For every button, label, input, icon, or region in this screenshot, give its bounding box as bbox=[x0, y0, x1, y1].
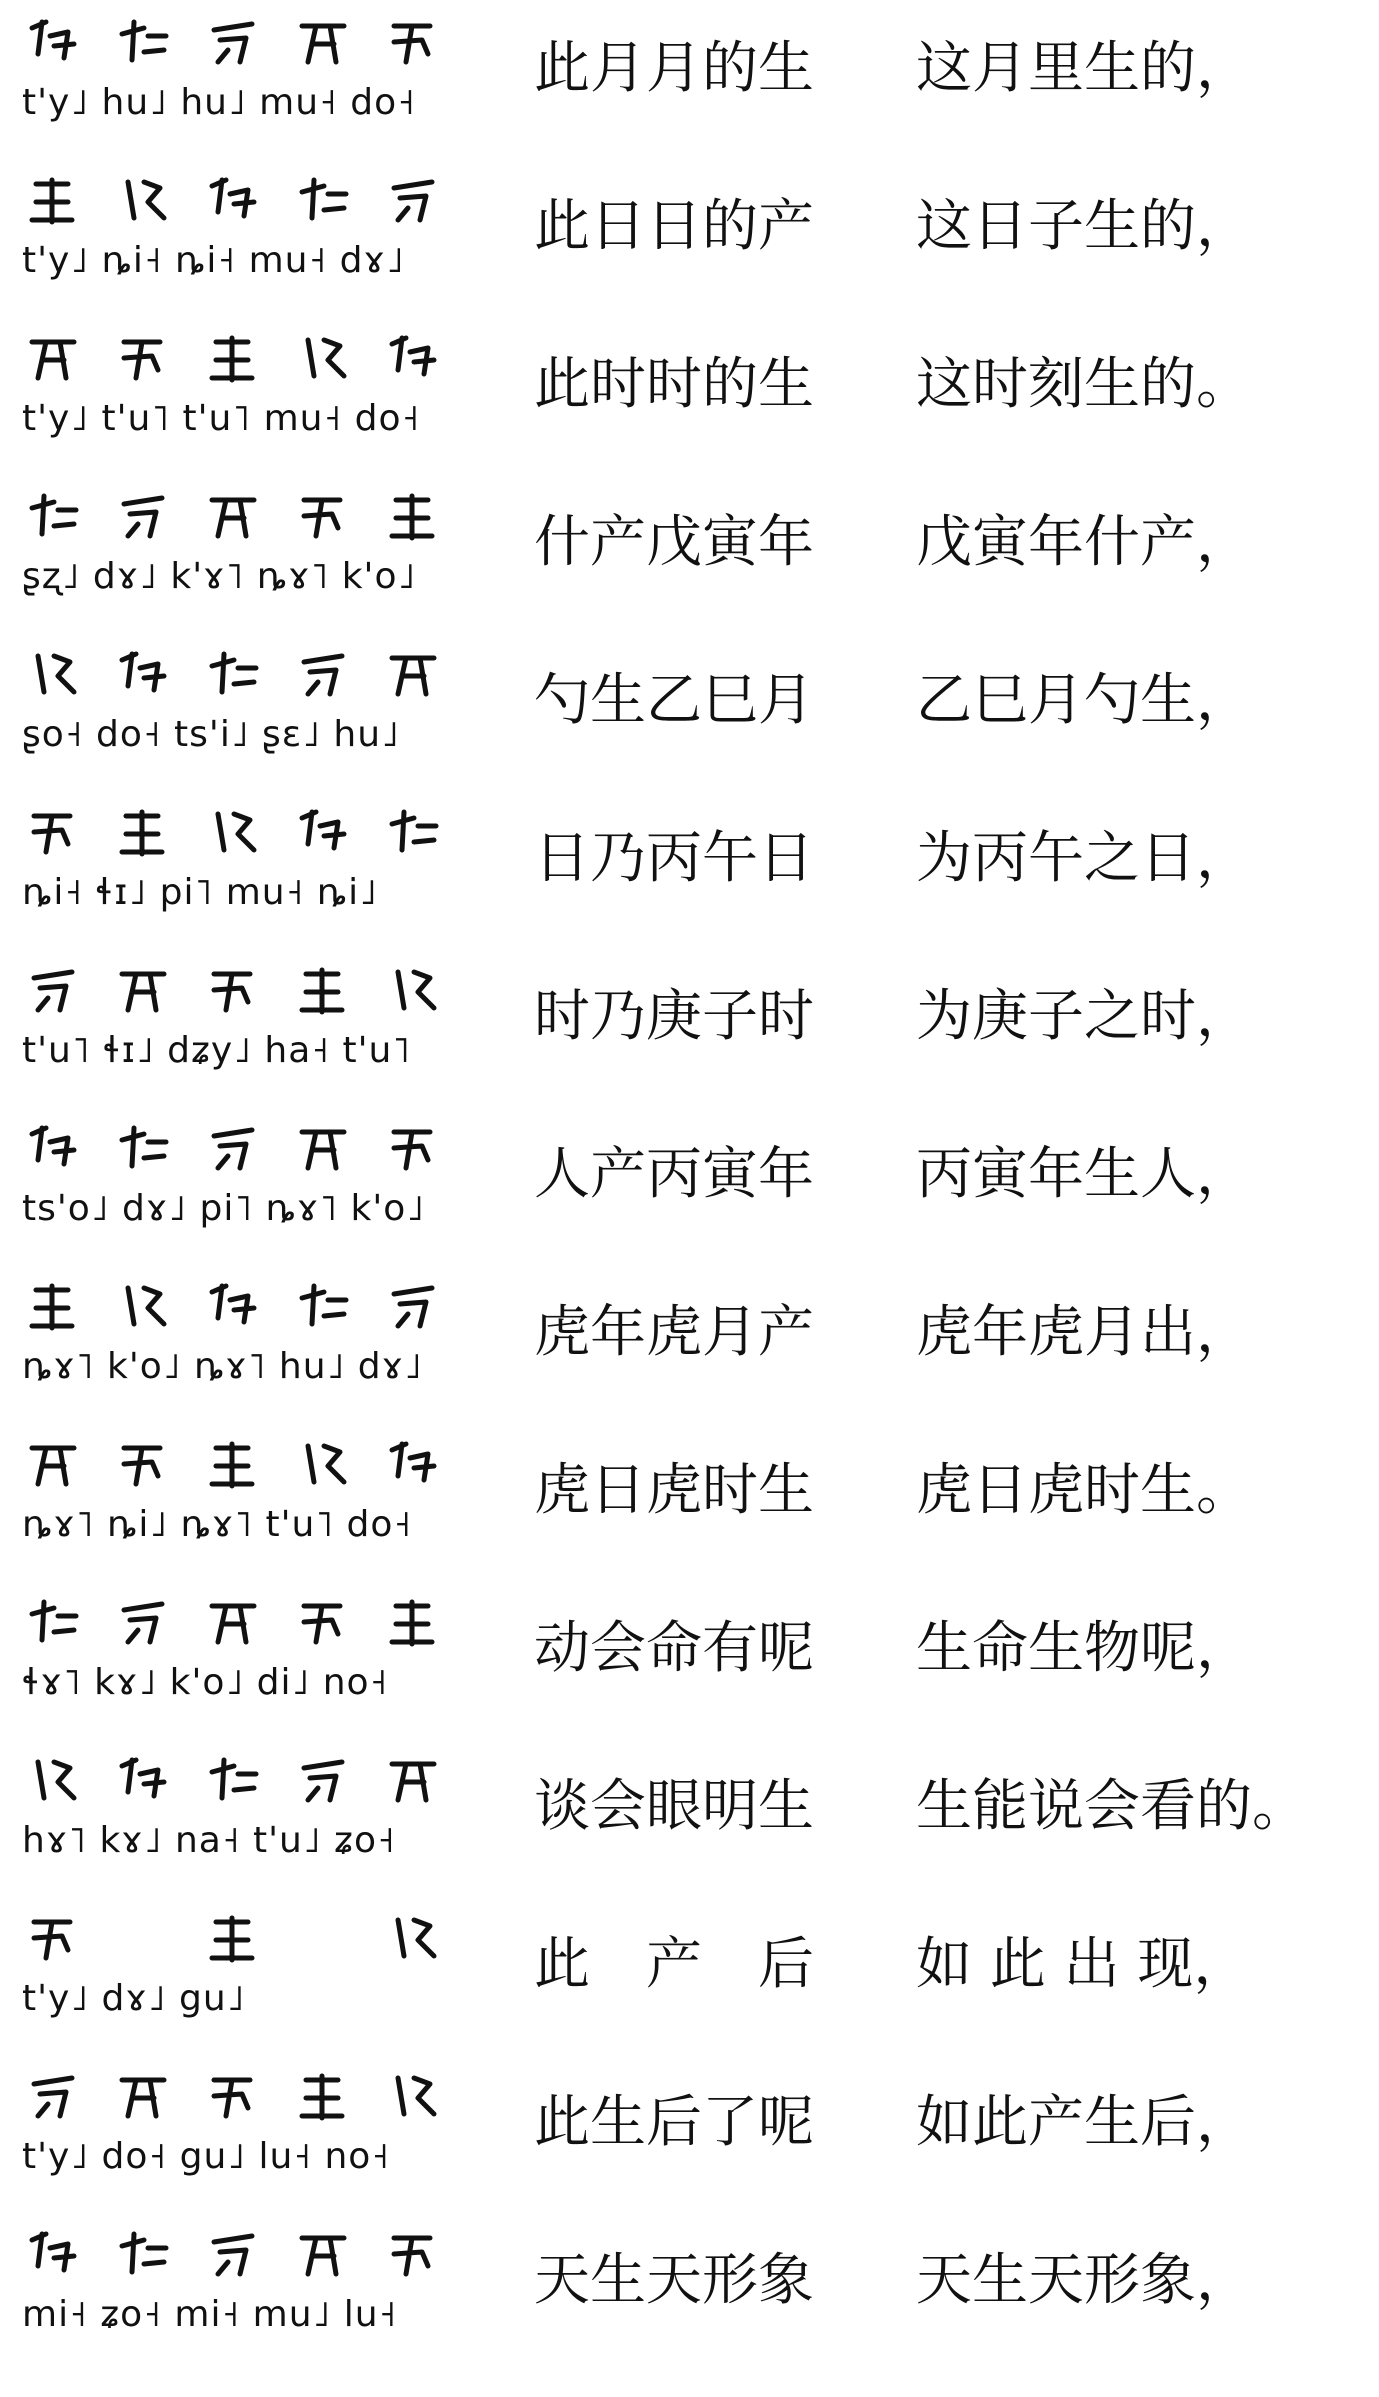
yi-syllable-glyph bbox=[202, 1752, 264, 1810]
text-row bbox=[0, 172, 1379, 330]
text-row bbox=[0, 1278, 1379, 1436]
yi-syllable-glyph bbox=[22, 330, 84, 388]
yi-syllable-glyph bbox=[112, 1594, 174, 1652]
phonetic-transcription: ʂʐ˩ dɤ˩ k'ɤ˥ ȵɤ˥ k'o˩ bbox=[22, 556, 417, 597]
yi-syllable-glyph bbox=[292, 2068, 354, 2126]
free-translation: 为庚子之时， bbox=[916, 984, 1252, 1049]
yi-syllable-glyph bbox=[382, 330, 444, 388]
yi-syllable-glyph bbox=[202, 962, 264, 1020]
literal-gloss: 谈会眼明生 bbox=[534, 1774, 814, 1839]
yi-syllable-glyph bbox=[382, 1910, 444, 1968]
yi-syllable-glyph bbox=[202, 14, 264, 72]
free-translation: 这月里生的， bbox=[916, 36, 1252, 101]
phonetic-transcription: ȵɤ˥ k'o˩ ȵɤ˥ hu˩ dɤ˩ bbox=[22, 1346, 423, 1387]
yi-syllable-glyph bbox=[202, 1436, 264, 1494]
yi-syllable-glyph bbox=[382, 14, 444, 72]
text-row bbox=[0, 1594, 1379, 1752]
literal-gloss: 此月月的生 bbox=[534, 36, 814, 101]
yi-syllable-glyph bbox=[292, 1752, 354, 1810]
yi-script-line bbox=[22, 14, 462, 74]
literal-gloss: 虎日虎时生 bbox=[534, 1458, 814, 1523]
yi-syllable-glyph bbox=[382, 1752, 444, 1810]
yi-syllable-glyph bbox=[292, 14, 354, 72]
yi-syllable-glyph bbox=[292, 488, 354, 546]
yi-syllable-glyph bbox=[22, 2226, 84, 2284]
phonetic-transcription: ʂo˧ do˧ ts'i˩ ʂɛ˩ hu˩ bbox=[22, 714, 400, 755]
literal-gloss: 此生后了呢 bbox=[534, 2090, 814, 2155]
yi-syllable-glyph bbox=[202, 1594, 264, 1652]
yi-syllable-glyph bbox=[22, 1752, 84, 1810]
phonetic-transcription: ɬɤ˥ kɤ˩ k'o˩ di˩ no˧ bbox=[22, 1662, 389, 1703]
yi-script-line bbox=[22, 1910, 462, 1970]
text-row bbox=[0, 962, 1379, 1120]
yi-syllable-glyph bbox=[112, 804, 174, 862]
yi-syllable-glyph bbox=[292, 2226, 354, 2284]
yi-syllable-glyph bbox=[382, 2068, 444, 2126]
free-translation: 天生天形象， bbox=[916, 2248, 1252, 2313]
text-row bbox=[0, 488, 1379, 646]
yi-syllable-glyph bbox=[22, 962, 84, 1020]
phonetic-transcription: t'y˩ hu˩ hu˩ mu˧ do˧ bbox=[22, 82, 416, 123]
yi-script-line bbox=[22, 1436, 462, 1496]
yi-syllable-glyph bbox=[112, 488, 174, 546]
literal-gloss: 天生天形象 bbox=[534, 2248, 814, 2313]
free-translation: 这日子生的， bbox=[916, 194, 1252, 259]
yi-syllable-glyph bbox=[112, 646, 174, 704]
phonetic-transcription: ȵɤ˥ ȵi˩ ȵɤ˥ t'u˥ do˧ bbox=[22, 1504, 413, 1545]
phonetic-transcription: mi˧ ʑo˧ mi˧ mu˩ lu˧ bbox=[22, 2294, 398, 2335]
yi-syllable-glyph bbox=[202, 804, 264, 862]
yi-syllable-glyph bbox=[112, 2068, 174, 2126]
yi-script-line bbox=[22, 1594, 462, 1654]
yi-syllable-glyph bbox=[22, 172, 84, 230]
free-translation: 这时刻生的。 bbox=[916, 352, 1252, 417]
yi-script-line bbox=[22, 1120, 462, 1180]
phonetic-transcription: t'y˩ dɤ˩ gu˩ bbox=[22, 1978, 246, 2019]
literal-gloss: 人产丙寅年 bbox=[534, 1142, 814, 1207]
yi-syllable-glyph bbox=[382, 1278, 444, 1336]
phonetic-transcription: ȵi˧ ɬɪ˩ pi˥ mu˧ ȵi˩ bbox=[22, 872, 378, 913]
yi-syllable-glyph bbox=[112, 172, 174, 230]
yi-syllable-glyph bbox=[112, 1278, 174, 1336]
yi-syllable-glyph bbox=[382, 646, 444, 704]
yi-syllable-glyph bbox=[22, 1120, 84, 1178]
yi-syllable-glyph bbox=[292, 962, 354, 1020]
yi-syllable-glyph bbox=[292, 330, 354, 388]
yi-syllable-glyph bbox=[202, 1910, 264, 1968]
yi-syllable-glyph bbox=[22, 488, 84, 546]
yi-syllable-glyph bbox=[382, 1120, 444, 1178]
free-translation: 丙寅年生人， bbox=[916, 1142, 1252, 1207]
yi-syllable-glyph bbox=[202, 1278, 264, 1336]
yi-syllable-glyph bbox=[22, 1594, 84, 1652]
yi-syllable-glyph bbox=[22, 2068, 84, 2126]
yi-syllable-glyph bbox=[112, 330, 174, 388]
yi-syllable-glyph bbox=[22, 1436, 84, 1494]
yi-syllable-glyph bbox=[382, 172, 444, 230]
yi-syllable-glyph bbox=[22, 646, 84, 704]
yi-script-line bbox=[22, 488, 462, 548]
yi-syllable-glyph bbox=[112, 2226, 174, 2284]
yi-syllable-glyph bbox=[202, 488, 264, 546]
yi-script-line bbox=[22, 804, 462, 864]
yi-syllable-glyph bbox=[22, 1278, 84, 1336]
yi-syllable-glyph bbox=[202, 646, 264, 704]
yi-script-line bbox=[22, 1752, 462, 1812]
yi-syllable-glyph bbox=[202, 2068, 264, 2126]
literal-gloss: 勺生乙巳月 bbox=[534, 668, 814, 733]
yi-syllable-glyph bbox=[202, 172, 264, 230]
free-translation: 如 此 出 现， bbox=[916, 1932, 1250, 1997]
yi-syllable-glyph bbox=[202, 330, 264, 388]
yi-script-line bbox=[22, 2226, 462, 2286]
yi-script-line bbox=[22, 646, 462, 706]
literal-gloss: 什产戊寅年 bbox=[534, 510, 814, 575]
yi-syllable-glyph bbox=[382, 488, 444, 546]
text-row bbox=[0, 804, 1379, 962]
yi-script-line bbox=[22, 172, 462, 232]
literal-gloss: 日乃丙午日 bbox=[534, 826, 814, 891]
literal-gloss: 动会命有呢 bbox=[534, 1616, 814, 1681]
yi-syllable-glyph bbox=[202, 1120, 264, 1178]
yi-syllable-glyph bbox=[22, 1910, 84, 1968]
text-row bbox=[0, 1910, 1379, 2068]
yi-syllable-glyph bbox=[292, 172, 354, 230]
phonetic-transcription: hɤ˥ kɤ˩ na˧ t'u˩ ʑo˧ bbox=[22, 1820, 396, 1861]
free-translation: 生命生物呢， bbox=[916, 1616, 1252, 1681]
free-translation: 虎年虎月出， bbox=[916, 1300, 1252, 1365]
yi-syllable-glyph bbox=[382, 2226, 444, 2284]
yi-syllable-glyph bbox=[202, 2226, 264, 2284]
yi-syllable-glyph bbox=[22, 14, 84, 72]
yi-syllable-glyph bbox=[112, 1436, 174, 1494]
yi-syllable-glyph bbox=[292, 1594, 354, 1652]
yi-syllable-glyph bbox=[382, 1594, 444, 1652]
text-row bbox=[0, 14, 1379, 172]
yi-syllable-glyph bbox=[382, 962, 444, 1020]
text-row bbox=[0, 330, 1379, 488]
phonetic-transcription: t'y˩ ȵi˧ ȵi˧ mu˧ dɤ˩ bbox=[22, 240, 405, 281]
yi-syllable-glyph bbox=[292, 1278, 354, 1336]
yi-syllable-glyph bbox=[112, 962, 174, 1020]
text-row bbox=[0, 2226, 1379, 2384]
literal-gloss: 此 产 后 bbox=[534, 1932, 814, 1997]
phonetic-transcription: ts'o˩ dɤ˩ pi˥ ȵɤ˥ k'o˩ bbox=[22, 1188, 426, 1229]
phonetic-transcription: t'y˩ do˧ gu˩ lu˧ no˧ bbox=[22, 2136, 391, 2177]
free-translation: 为丙午之日， bbox=[916, 826, 1252, 891]
free-translation: 乙巳月勺生， bbox=[916, 668, 1252, 733]
literal-gloss: 此时时的生 bbox=[534, 352, 814, 417]
literal-gloss: 虎年虎月产 bbox=[534, 1300, 814, 1365]
yi-syllable-glyph bbox=[112, 1120, 174, 1178]
phonetic-transcription: t'y˩ t'u˥ t'u˥ mu˧ do˧ bbox=[22, 398, 421, 439]
text-row bbox=[0, 1436, 1379, 1594]
yi-syllable-glyph bbox=[292, 646, 354, 704]
yi-syllable-glyph bbox=[292, 804, 354, 862]
yi-syllable-glyph bbox=[292, 1436, 354, 1494]
text-row bbox=[0, 1120, 1379, 1278]
phonetic-transcription: t'u˥ ɬɪ˩ dʑy˩ ha˧ t'u˥ bbox=[22, 1030, 412, 1071]
yi-script-line bbox=[22, 962, 462, 1022]
text-row bbox=[0, 646, 1379, 804]
literal-gloss: 此日日的产 bbox=[534, 194, 814, 259]
yi-script-line bbox=[22, 2068, 462, 2128]
yi-script-line bbox=[22, 330, 462, 390]
yi-script-line bbox=[22, 1278, 462, 1338]
free-translation: 虎日虎时生。 bbox=[916, 1458, 1252, 1523]
text-row bbox=[0, 1752, 1379, 1910]
free-translation: 如此产生后， bbox=[916, 2090, 1252, 2155]
literal-gloss: 时乃庚子时 bbox=[534, 984, 814, 1049]
text-row bbox=[0, 2068, 1379, 2226]
yi-syllable-glyph bbox=[112, 1752, 174, 1810]
free-translation: 生能说会看的。 bbox=[916, 1774, 1308, 1839]
free-translation: 戊寅年什产， bbox=[916, 510, 1252, 575]
yi-syllable-glyph bbox=[382, 1436, 444, 1494]
yi-syllable-glyph bbox=[292, 1120, 354, 1178]
yi-syllable-glyph bbox=[22, 804, 84, 862]
yi-syllable-glyph bbox=[382, 804, 444, 862]
yi-syllable-glyph bbox=[112, 14, 174, 72]
